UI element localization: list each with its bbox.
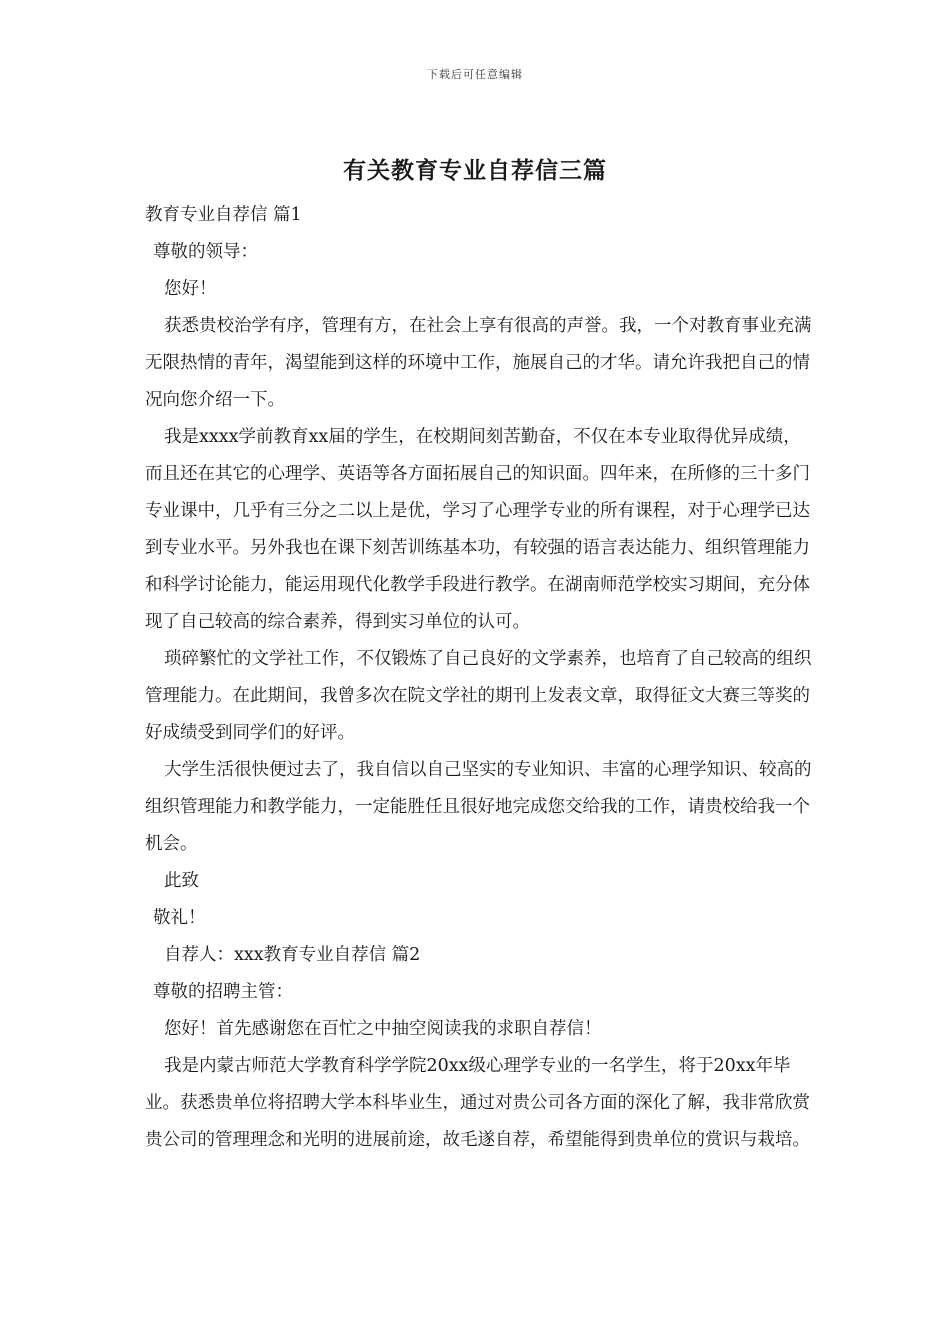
document-title: 有关教育专业自荐信三篇	[343, 157, 607, 184]
body-paragraph: 琐碎繁忙的文学社工作，不仅锻炼了自己良好的文学素养，也培育了自己较高的组织管理能力。在此期间，我曾多次在院文学社的期刊上发表文章，取得征文大赛三等奖的好成绩受到同学们的好评。	[145, 649, 812, 743]
closing-regards: 敬礼！	[153, 908, 206, 928]
salutation: 尊敬的招聘主管：	[153, 982, 293, 1002]
body-paragraph: 我是xxxx学前教育xx届的学生，在校期间刻苦勤奋，不仅在本专业取得优异成绩，而且还在其它的心理学、英语等各方面拓展自己的知识面。四年来，在所修的三十多门专业课中，几乎有三分之二以上是优，学习了心理学专业的所有课程，对于心理学已达到专业水平。另外我也在课下刻苦训练基本功，有较强的语言表达能力、组织管理能力和科学讨论能力，能运用现代化教学手段进行教学。在湖南师范学校实习期间，充分体现了自己较高的综合素养，得到实习单位的认可。	[145, 427, 810, 632]
greeting: 您好！首先感谢您在百忙之中抽空阅读我的求职自荐信！	[164, 1019, 602, 1039]
section-heading-1: 教育专业自荐信 篇1	[145, 205, 302, 225]
body-paragraph: 获悉贵校治学有序，管理有方，在社会上享有很高的声誉。我，一个对教育事业充满无限热情的青年，渴望能到这样的环境中工作，施展自己的才华。请允许我把自己的情况向您介绍一下。	[145, 316, 812, 410]
document-body	[145, 197, 817, 1159]
greeting: 您好！	[164, 279, 217, 299]
page-header-note: 下载后可任意编辑	[427, 68, 523, 81]
closing-phrase: 此致	[164, 871, 199, 891]
salutation: 尊敬的领导：	[153, 242, 258, 262]
signature-and-section-heading-2: 自荐人：xxx教育专业自荐信 篇2	[164, 945, 421, 965]
body-paragraph: 我是内蒙古师范大学教育科学学院20xx级心理学专业的一名学生，将于20xx年毕业。获悉贵单位将招聘大学本科毕业生，通过对贵公司各方面的深化了解，我非常欣赏贵公司的管理理念和光明的进展前途，故毛遂自荐，希望能得到贵单位的赏识与栽培。	[145, 1056, 810, 1150]
body-paragraph: 大学生活很快便过去了，我自信以自己坚实的专业知识、丰富的心理学知识、较高的组织管理能力和教学能力，一定能胜任且很好地完成您交给我的工作，请贵校给我一个机会。	[145, 760, 812, 854]
